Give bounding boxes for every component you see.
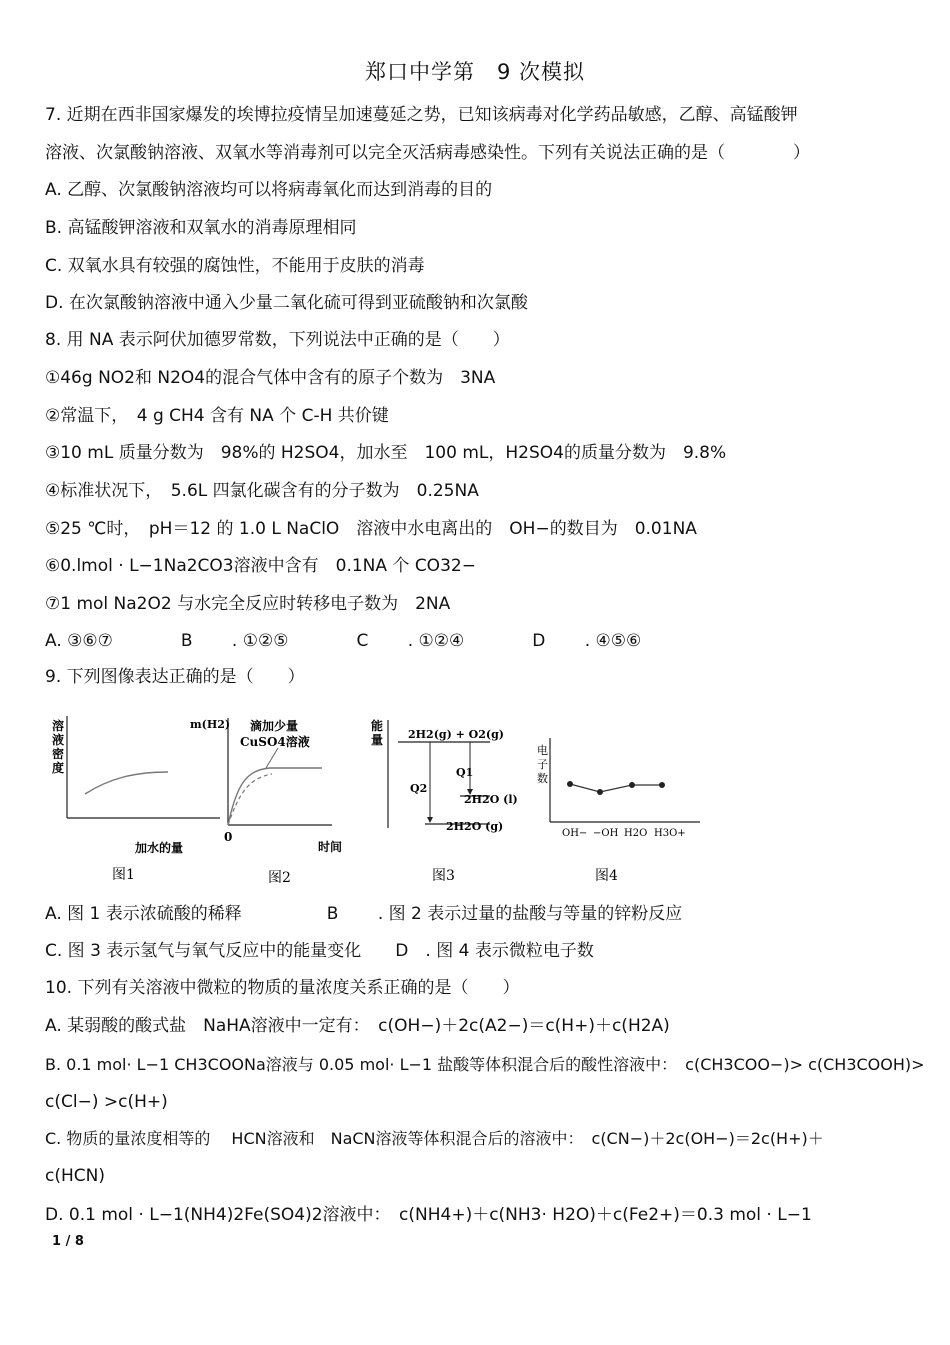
fig4-point-h3o	[659, 782, 665, 788]
page-number: 1 / 8	[52, 1234, 84, 1249]
fig2-xlabel: 时间	[318, 840, 343, 854]
fig3-q2: Q2	[410, 782, 428, 795]
q7-option-c: C. 双氧水具有较强的腐蚀性，不能用于皮肤的消毒	[45, 256, 425, 276]
q10-option-b-line1: B. 0.1 mol· L−1 CH3COONa溶液与 0.05 mol· L−1 盐酸等体积混合后的酸性溶液中： c(CH3COO−)> c(CH3COOH)>	[45, 1055, 925, 1074]
q10-stem: 10. 下列有关溶液中微粒的物质的量浓度关系正确的是（ ）	[45, 978, 520, 998]
q9-figures	[40, 708, 720, 888]
q8-statement-6: ⑥0.lmol · L−1Na2CO3溶液中含有 0.1NA 个 CO32−	[45, 556, 476, 576]
fig1-curve	[85, 772, 168, 794]
fig1-ylabel-1: 溶	[52, 719, 65, 733]
fig3-top-label: 2H2(g) + O2(g)	[408, 728, 505, 741]
figure-1	[52, 716, 220, 883]
fig3-q1: Q1	[456, 766, 474, 779]
fig2-curve-solid	[228, 768, 322, 825]
fig4-xtick-2: −OH	[593, 828, 619, 839]
fig3-caption: 图3	[432, 868, 455, 884]
fig3-mid-label: 2H2O (l)	[464, 793, 518, 806]
fig1-ylabel-2: 液	[52, 733, 65, 747]
fig2-ylabel: m(H2)	[190, 718, 231, 731]
q10-option-a: A. 某弱酸的酸式盐 NaHA溶液中一定有： c(OH−)＋2c(A2−)＝c(H+)＋c(H2A)	[45, 1016, 670, 1036]
fig2-note-1: 滴加少量	[250, 719, 299, 733]
q7-option-b: B. 高锰酸钾溶液和双氧水的消毒原理相同	[45, 218, 357, 238]
figure-3	[371, 718, 518, 884]
fig4-xtick-1: OH−	[562, 828, 588, 839]
q8-options: A. ③⑥⑦ B . ①②⑤ C . ①②④ D . ④⑤⑥	[45, 631, 642, 651]
fig4-xtick-3: H2O	[624, 828, 648, 839]
q8-statement-2: ②常温下， 4 g CH4 含有 NA 个 C-H 共价键	[45, 406, 389, 426]
q7-option-a: A. 乙醇、次氯酸钠溶液均可以将病毒氧化而达到消毒的目的	[45, 180, 493, 200]
q10-option-d: D. 0.1 mol · L−1(NH4)2Fe(SO4)2溶液中： c(NH4+)＋c(NH3· H2O)＋c(Fe2+)＝0.3 mol · L−1	[45, 1205, 812, 1225]
q10-option-c-line2: c(HCN)	[45, 1166, 105, 1186]
q8-statement-3: ③10 mL 质量分数为 98%的 H2SO4，加水至 100 mL，H2SO4的质量分数为 9.8%	[45, 443, 727, 463]
fig4-ylabel-1: 电	[537, 744, 548, 757]
fig1-ylabel-4: 度	[52, 761, 65, 775]
fig2-caption: 图2	[268, 870, 291, 886]
fig4-point-h2o	[629, 782, 635, 788]
fig1-caption: 图1	[112, 867, 135, 883]
fig2-note-2: CuSO4溶液	[240, 735, 310, 749]
q10-option-b-line2: c(Cl−) >c(H+)	[45, 1092, 168, 1112]
fig2-pointer	[266, 748, 278, 768]
fig4-point-oh-ion	[567, 781, 573, 787]
fig1-xlabel: 加水的量	[135, 841, 184, 855]
q8-statement-5: ⑤25 ℃时， pH＝12 的 1.0 L NaClO 溶液中水电离出的 OH−的数目为 0.01NA	[45, 519, 697, 539]
fig4-xtick-4: H3O+	[654, 828, 686, 839]
q10-option-c-line1: C. 物质的量浓度相等的 HCN溶液和 NaCN溶液等体积混合后的溶液中： c(CN−)＋2c(OH−)＝2c(H+)＋	[45, 1129, 824, 1148]
fig2-origin: 0	[224, 830, 233, 844]
q7-option-d: D. 在次氯酸钠溶液中通入少量二氧化硫可得到亚硫酸钠和次氯酸	[45, 293, 528, 313]
q9-stem: 9. 下列图像表达正确的是（ ）	[45, 667, 305, 687]
fig4-line	[570, 784, 662, 792]
q9-options-cd: C. 图 3 表示氢气与氧气反应中的能量变化 D . 图 4 表示微粒电子数	[45, 941, 594, 961]
q7-stem-line1: 7. 近期在西非国家爆发的埃博拉疫情呈加速蔓延之势，已知该病毒对化学药品敏感，乙醇、高锰酸钾	[45, 105, 798, 125]
q9-options-ab: A. 图 1 表示浓硫酸的稀释 B . 图 2 表示过量的盐酸与等量的锌粉反应	[45, 904, 683, 924]
figure-4	[537, 738, 700, 884]
fig4-caption: 图4	[595, 868, 618, 884]
q8-stem: 8. 用 NA 表示阿伏加德罗常数，下列说法中正确的是（ ）	[45, 330, 510, 350]
q8-statement-7: ⑦1 mol Na2O2 与水完全反应时转移电子数为 2NA	[45, 594, 451, 614]
page-title: 郑口中学第 9 次模拟	[364, 60, 586, 84]
figure-2	[190, 718, 342, 886]
fig4-ylabel-3: 数	[537, 772, 548, 785]
fig4-point-oh-group	[597, 789, 603, 795]
fig3-ylabel-1: 能	[371, 719, 384, 733]
fig3-ylabel-2: 量	[371, 733, 384, 747]
fig1-ylabel-3: 密	[52, 747, 65, 761]
fig4-ylabel-2: 子	[537, 758, 548, 771]
q7-stem-line2: 溶液、次氯酸钠溶液、双氧水等消毒剂可以完全灭活病毒感染性。下列有关说法正确的是（ ）	[45, 143, 810, 163]
fig3-low-label: 2H2O (g)	[446, 820, 504, 833]
q8-statement-1: ①46g NO2和 N2O4的混合气体中含有的原子个数为 3NA	[45, 368, 496, 388]
q8-statement-4: ④标准状况下， 5.6L 四氯化碳含有的分子数为 0.25NA	[45, 481, 479, 501]
